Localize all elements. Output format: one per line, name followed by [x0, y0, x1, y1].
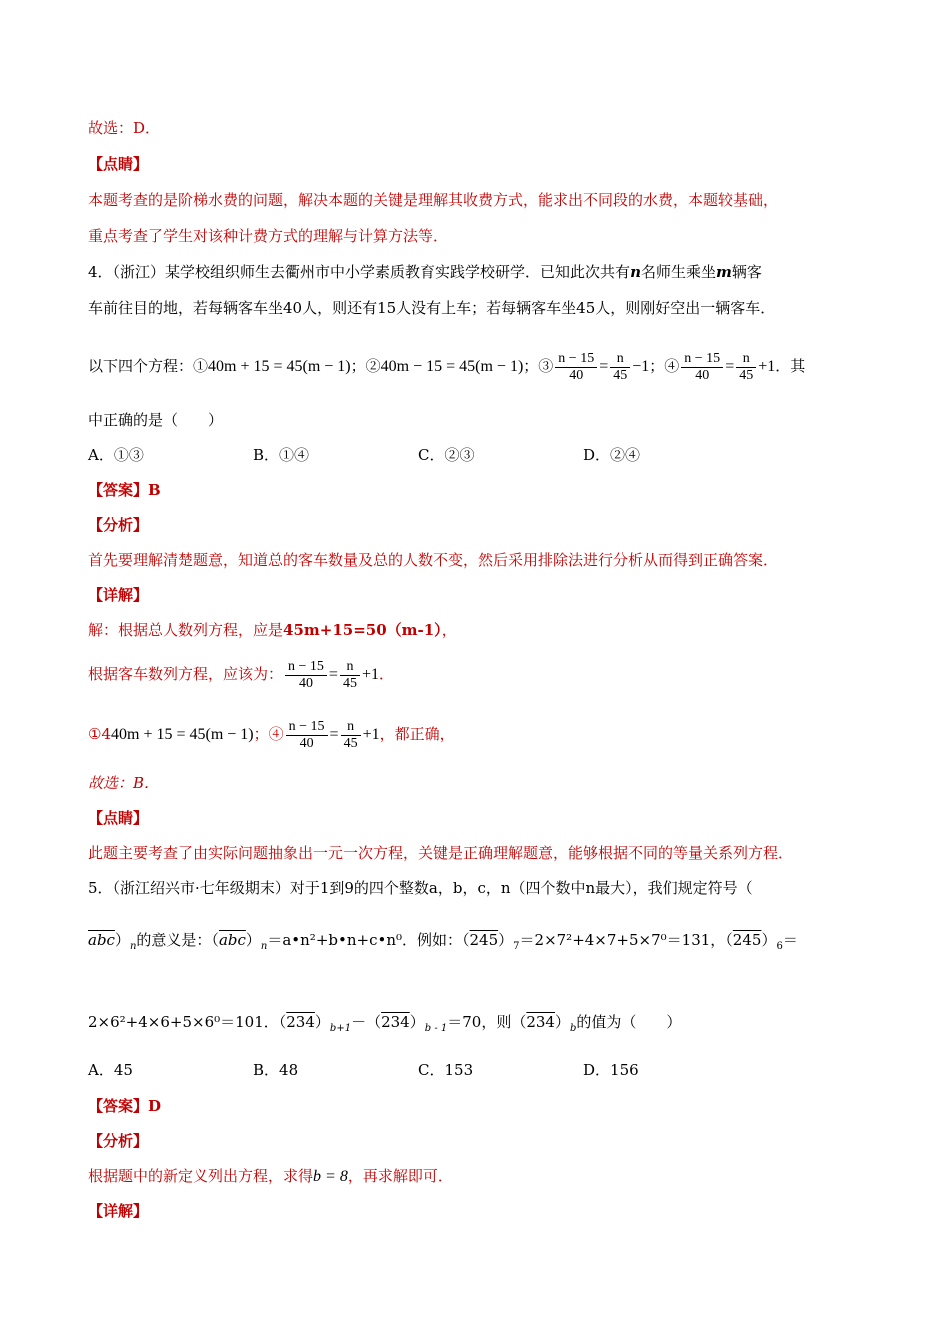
q5-text: 的意义是：（	[136, 931, 219, 949]
numerator: n	[610, 351, 630, 368]
denominator: 45	[613, 367, 628, 383]
q4-text: ．其	[775, 357, 806, 375]
q5-option-d: D．156	[583, 1061, 639, 1079]
q5-text: ）	[114, 931, 130, 949]
fraction	[340, 659, 360, 692]
numerator: n − 15	[286, 719, 328, 736]
denominator: 40	[299, 735, 314, 751]
q5-text: 2×6²+4×6+5×6⁰＝101．（	[88, 1013, 287, 1031]
q4-detail-text: ①4	[88, 725, 111, 743]
q4-detail-text: 解：根据总人数列方程，应是	[88, 621, 284, 639]
q5-analysis-part: 根据题中的新定义列出方程，求得	[88, 1167, 314, 1185]
q5-text: 的值为（ ）	[576, 1013, 682, 1031]
q4-option-a: A．①③	[88, 446, 144, 464]
q5-symbol-245: 245	[469, 931, 499, 949]
q5-stem-line3	[88, 1012, 681, 1039]
q4-detail-line2: 根据客车数列方程，应该为： $\frac{n - 15}{40}$ = $\frac{n}{45}$ +1．	[88, 658, 394, 691]
q4-detail-text: ，	[441, 621, 457, 639]
q4-text: 辆客	[731, 263, 762, 281]
equation-tail: −1	[632, 358, 650, 375]
q4-stem-line1	[88, 262, 762, 282]
choice-line: 故选：D．	[88, 119, 161, 137]
q4-text: 4．（浙江）某学校组织师生去衢州市中小学素质教育实践学校研学．已知此次共有	[88, 263, 631, 281]
numerator: n	[340, 659, 360, 676]
q5-text: ）	[554, 1013, 570, 1031]
q4-var: m	[715, 263, 732, 281]
q4-option-b: B．①④	[253, 446, 310, 464]
equation-tail: +1	[758, 358, 776, 375]
equation-2: 40m − 15 = 45(m − 1)	[380, 358, 524, 375]
numerator: n − 15	[681, 351, 723, 368]
q4-text: 名师生乘坐	[640, 263, 716, 281]
q5-text: ）	[498, 931, 514, 949]
equation-1: 40m + 15 = 45(m − 1)	[208, 358, 351, 375]
q4-detail-equation: 40m + 15 = 45(m − 1)	[111, 726, 254, 743]
q5-symbol-abc: $\overline{abc}$	[88, 931, 115, 949]
q5-analysis-equation: b = 8	[313, 1168, 348, 1185]
q5-analysis-tag: 【分析】	[88, 1132, 149, 1150]
q5-option-a: A．45	[88, 1061, 133, 1079]
q4-stem-line4: 中正确的是（ ）	[88, 411, 224, 429]
numerator: n − 15	[285, 659, 327, 676]
q4-detail-line3: ①440m + 15 = 45(m − 1)；④ $\frac{n - 15}{40}$ = $\frac{n}{45}$ +1，都正确，	[88, 718, 455, 751]
q5-option-b: B．48	[253, 1061, 299, 1079]
q4-detail-line1	[88, 620, 457, 640]
q4-detail-tag: 【详解】	[88, 586, 149, 604]
q4-text: ；②	[350, 357, 381, 375]
q4-detail-text: ，都正确，	[379, 725, 455, 743]
q5-text: ＝a•n²+b•n+c•n⁰．例如：（	[267, 931, 470, 949]
q5-option-c: C．153	[418, 1061, 474, 1079]
q5-symbol-245: 245	[732, 931, 762, 949]
q4-text: ；④	[649, 357, 680, 375]
fraction	[610, 351, 630, 384]
q5-subscript: b	[570, 1023, 577, 1034]
fraction	[736, 351, 756, 384]
numerator: n − 15	[555, 351, 597, 368]
denominator: 45	[739, 367, 754, 383]
q5-text: ＝	[782, 931, 798, 949]
denominator: 40	[695, 367, 710, 383]
q5-stem-line2	[88, 930, 798, 957]
fraction	[341, 719, 361, 752]
q4-detail-equation: 45m+15=50（m-1）	[283, 621, 442, 639]
q5-subscript: 7	[513, 941, 520, 952]
q5-symbol-abc: $\overline{abc}$	[218, 931, 246, 949]
numerator: n	[736, 351, 756, 368]
q4-choice: 故选：B．	[88, 774, 160, 792]
q4-option-d: D．②④	[583, 446, 641, 464]
equation-tail: +1	[361, 666, 379, 683]
q5-text: ）	[314, 1013, 330, 1031]
comment-tag: 【点睛】	[88, 155, 149, 173]
fraction	[286, 719, 328, 752]
q5-text: ）	[409, 1013, 425, 1031]
comment-text: 本题考查的是阶梯水费的问题，解决本题的关键是理解其收费方式，能求出不同段的水费，本题较基础，	[88, 191, 779, 209]
q5-text: ）	[761, 931, 777, 949]
denominator: 45	[343, 735, 358, 751]
fraction	[285, 659, 327, 692]
q4-text: 以下四个方程：①	[88, 357, 209, 375]
q5-stem-line1: 5．（浙江绍兴市·七年级期末）对于1到9的四个整数a，b，c，n（四个数中n最大），我们规定符号（	[88, 879, 753, 897]
q4-equations-line: 以下四个方程：①40m + 15 = 45(m − 1)；②40m − 15 = 45(m − 1)；③ $\frac{n - 15}{40}$ = $\frac{n}{45}$ −1；④ $\frac{n - 15}{40}$ = $\frac{n}{45}$ +1．其	[88, 350, 806, 383]
fraction	[555, 351, 597, 384]
q4-answer: 【答案】B	[88, 481, 161, 499]
q5-subscript: 6	[776, 941, 783, 952]
denominator: 40	[298, 675, 313, 691]
q5-symbol-234: 234	[381, 1013, 410, 1031]
q5-text: －（	[351, 1013, 382, 1031]
q4-detail-text: ．	[378, 665, 394, 683]
fraction	[681, 351, 723, 384]
q5-detail-tag: 【详解】	[88, 1202, 149, 1220]
q5-text: ＝70，则（	[447, 1013, 527, 1031]
equation-tail: +1	[362, 726, 380, 743]
denominator: 40	[569, 367, 584, 383]
numerator: n	[341, 719, 361, 736]
q4-comment-text: 此题主要考查了由实际问题抽象出一元一次方程，关键是正确理解题意，能够根据不同的等量关系列方程．	[88, 844, 794, 862]
q4-analysis-text: 首先要理解清楚题意，知道总的客车数量及总的人数不变，然后采用排除法进行分析从而得到正确答案．	[88, 551, 779, 569]
q5-symbol-234: 234	[526, 1013, 555, 1031]
q5-text: ＝2×7²+4×7+5×7⁰＝131，（	[519, 931, 733, 949]
q5-subscript: n	[260, 941, 268, 952]
q4-analysis-tag: 【分析】	[88, 516, 149, 534]
q4-stem-line2: 车前往目的地，若每辆客车坐40人，则还有15人没有上车；若每辆客车坐45人，则刚好空出一辆客车．	[88, 299, 776, 317]
q5-subscript: b+1	[329, 1023, 352, 1034]
q5-text: ）	[245, 931, 261, 949]
q4-option-c: C．②③	[418, 446, 475, 464]
denominator: 45	[342, 675, 357, 691]
comment-text: 重点考查了学生对该种计费方式的理解与计算方法等．	[88, 227, 449, 245]
q4-text: ；③	[523, 357, 554, 375]
q4-detail-text: 根据客车数列方程，应该为：	[88, 665, 284, 683]
q5-analysis-text	[88, 1166, 453, 1187]
q5-analysis-part: ，再求解即可．	[347, 1167, 453, 1185]
q4-detail-text: ；④	[253, 725, 284, 743]
q4-comment-tag: 【点睛】	[88, 809, 149, 827]
q5-symbol-234: 234	[286, 1013, 315, 1031]
q5-subscript: n	[129, 941, 137, 952]
q4-var: n	[630, 263, 641, 281]
q5-subscript: b - 1	[424, 1023, 448, 1034]
q5-answer: 【答案】D	[88, 1097, 162, 1115]
